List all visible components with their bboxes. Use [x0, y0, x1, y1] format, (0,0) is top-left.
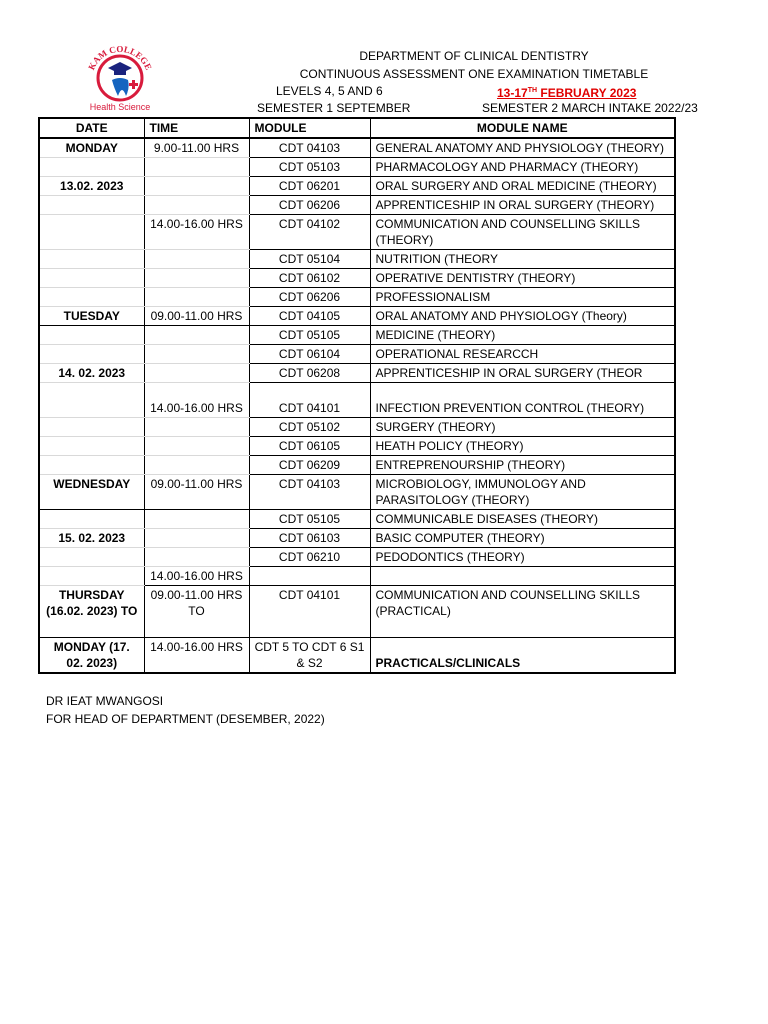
semester-2-label: SEMESTER 2 MARCH INTAKE 2022/23 [482, 101, 698, 115]
table-row [39, 158, 675, 177]
module-name-cell: OPERATIONAL RESEARCCH [370, 345, 675, 364]
table-row [39, 529, 675, 548]
module-name-cell: MEDICINE (THEORY) [370, 326, 675, 345]
module-code-cell: CDT 04105 [249, 307, 370, 326]
logo-subtitle: Health Science [89, 102, 151, 112]
date-cell [39, 418, 144, 437]
table-row [39, 510, 675, 529]
time-cell [144, 326, 249, 345]
module-code-cell: CDT 04101 [249, 586, 370, 638]
date-cell [39, 548, 144, 567]
table-header-row [39, 118, 675, 138]
module-code-cell: CDT 06208 [249, 364, 370, 383]
module-code-cell: CDT 5 TO CDT 6 S1 & S2 [249, 638, 370, 674]
module-code-cell: CDT 05103 [249, 158, 370, 177]
table-row [39, 456, 675, 475]
module-code-cell: CDT 06103 [249, 529, 370, 548]
module-name-cell: ORAL SURGERY AND ORAL MEDICINE (THEORY) [370, 177, 675, 196]
module-name-cell: COMMUNICATION AND COUNSELLING SKILLS (THEORY) [370, 215, 675, 250]
time-cell [144, 529, 249, 548]
date-cell: 13.02. 2023 [39, 177, 144, 196]
module-code-cell: CDT 04103 [249, 475, 370, 510]
module-code-cell: CDT 04103 [249, 138, 370, 158]
table-row [39, 638, 675, 674]
table-row [39, 288, 675, 307]
table-row [39, 383, 675, 418]
table-row [39, 345, 675, 364]
table-row [39, 567, 675, 586]
date-cell [39, 250, 144, 269]
table-row [39, 475, 675, 510]
module-name-cell: COMMUNICABLE DISEASES (THEORY) [370, 510, 675, 529]
module-name-cell: COMMUNICATION AND COUNSELLING SKILLS (PRACTICAL) [370, 586, 675, 638]
date-cell [39, 269, 144, 288]
signatory-name: DR IEAT MWANGOSI [46, 694, 164, 708]
module-name-cell: NUTRITION (THEORY [370, 250, 675, 269]
module-code-cell: CDT 06209 [249, 456, 370, 475]
date-cell: TUESDAY [39, 307, 144, 326]
module-code-cell: CDT 06206 [249, 288, 370, 307]
date-cell: THURSDAY (16.02. 2023) TO [39, 586, 144, 638]
module-name-cell: INFECTION PREVENTION CONTROL (THEORY) [370, 383, 675, 418]
date-cell [39, 196, 144, 215]
table-row [39, 586, 675, 638]
table-row [39, 138, 675, 158]
module-code-cell: CDT 05105 [249, 510, 370, 529]
date-cell [39, 326, 144, 345]
module-code-cell: CDT 04102 [249, 215, 370, 250]
time-cell [144, 418, 249, 437]
time-cell: 09.00-11.00 HRS [144, 307, 249, 326]
module-name-cell: PHARMACOLOGY AND PHARMACY (THEORY) [370, 158, 675, 177]
levels-label: LEVELS 4, 5 AND 6 [276, 84, 383, 98]
table-row [39, 364, 675, 383]
column-header-time: TIME [144, 118, 249, 138]
module-name-cell: ORAL ANATOMY AND PHYSIOLOGY (Theory) [370, 307, 675, 326]
date-cell: 15. 02. 2023 [39, 529, 144, 548]
time-cell [144, 269, 249, 288]
table-row [39, 326, 675, 345]
exam-timetable [38, 117, 676, 674]
logo-arc-text: KAM COLLEGE [86, 43, 154, 72]
module-name-cell: APPRENTICESHIP IN ORAL SURGERY (THEOR [370, 364, 675, 383]
cap-base [114, 70, 126, 75]
date-cell [39, 345, 144, 364]
module-code-cell: CDT 06210 [249, 548, 370, 567]
date-cell [39, 456, 144, 475]
module-code-cell [249, 567, 370, 586]
table-row [39, 269, 675, 288]
time-cell [144, 510, 249, 529]
module-code-cell: CDT 06105 [249, 437, 370, 456]
date-cell [39, 383, 144, 418]
date-cell [39, 288, 144, 307]
table-row [39, 418, 675, 437]
module-code-cell: CDT 06104 [249, 345, 370, 364]
time-cell: 14.00-16.00 HRS [144, 215, 249, 250]
table-row [39, 196, 675, 215]
module-code-cell: CDT 06206 [249, 196, 370, 215]
time-cell [144, 196, 249, 215]
time-cell: 14.00-16.00 HRS [144, 567, 249, 586]
module-name-cell: GENERAL ANATOMY AND PHYSIOLOGY (THEORY) [370, 138, 675, 158]
table-row [39, 250, 675, 269]
module-code-cell: CDT 05105 [249, 326, 370, 345]
module-code-cell: CDT 05102 [249, 418, 370, 437]
module-name-cell [370, 567, 675, 586]
time-cell [144, 288, 249, 307]
time-cell: 14.00-16.00 HRS [144, 383, 249, 418]
date-cell [39, 510, 144, 529]
module-name-cell: PRACTICALS/CLINICALS [370, 638, 675, 674]
time-cell [144, 456, 249, 475]
table-row [39, 437, 675, 456]
date-cell: MONDAY (17. 02. 2023) [39, 638, 144, 674]
time-cell [144, 437, 249, 456]
date-cell [39, 567, 144, 586]
time-cell [144, 548, 249, 567]
date-cell [39, 158, 144, 177]
module-name-cell: PEDODONTICS (THEORY) [370, 548, 675, 567]
module-name-cell: ENTREPRENOURSHIP (THEORY) [370, 456, 675, 475]
table-row [39, 307, 675, 326]
date-cell [39, 215, 144, 250]
module-name-cell: APPRENTICESHIP IN ORAL SURGERY (THEORY) [370, 196, 675, 215]
signatory-role: FOR HEAD OF DEPARTMENT (DESEMBER, 2022) [46, 712, 325, 726]
time-cell [144, 345, 249, 364]
date-cell [39, 437, 144, 456]
semester-1-label: SEMESTER 1 SEPTEMBER [257, 101, 411, 115]
department-title: DEPARTMENT OF CLINICAL DENTISTRY [359, 49, 589, 63]
table-row [39, 177, 675, 196]
time-cell: 09.00-11.00 HRS [144, 475, 249, 510]
table-row [39, 215, 675, 250]
time-cell [144, 158, 249, 177]
column-header-module-name: MODULE NAME [370, 118, 675, 138]
time-cell: 14.00-16.00 HRS [144, 638, 249, 674]
module-name-cell: OPERATIVE DENTISTRY (THEORY) [370, 269, 675, 288]
date-cell: 14. 02. 2023 [39, 364, 144, 383]
module-code-cell: CDT 06201 [249, 177, 370, 196]
module-name-cell: BASIC COMPUTER (THEORY) [370, 529, 675, 548]
module-code-cell: CDT 05104 [249, 250, 370, 269]
date-cell: WEDNESDAY [39, 475, 144, 510]
time-cell: 9.00-11.00 HRS [144, 138, 249, 158]
time-cell: 09.00-11.00 HRS TO [144, 586, 249, 638]
module-code-cell: CDT 06102 [249, 269, 370, 288]
time-cell [144, 364, 249, 383]
module-name-cell: MICROBIOLOGY, IMMUNOLOGY AND PARASITOLOGY (THEORY) [370, 475, 675, 510]
exam-dates: 13-17TH FEBRUARY 2023 [497, 86, 637, 100]
time-cell [144, 250, 249, 269]
exam-title: CONTINUOUS ASSESSMENT ONE EXAMINATION TIMETABLE [299, 67, 649, 81]
module-name-cell: HEATH POLICY (THEORY) [370, 437, 675, 456]
tooth-icon [112, 78, 129, 96]
time-cell [144, 177, 249, 196]
table-row [39, 548, 675, 567]
date-cell: MONDAY [39, 138, 144, 158]
module-name-cell: SURGERY (THEORY) [370, 418, 675, 437]
column-header-date: DATE [39, 118, 144, 138]
column-header-module: MODULE [249, 118, 370, 138]
module-name-cell: PROFESSIONALISM [370, 288, 675, 307]
module-code-cell: CDT 04101 [249, 383, 370, 418]
